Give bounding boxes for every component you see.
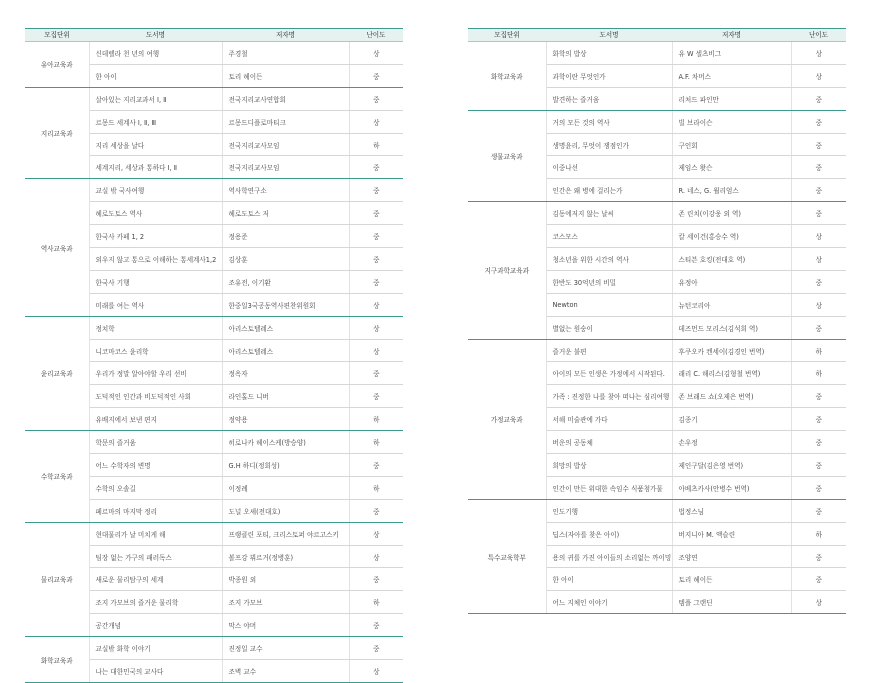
- book-title-cell: 공간개념: [89, 614, 222, 637]
- table-row: [468, 499, 846, 522]
- department-cell: 가정교육과: [468, 339, 546, 499]
- book-title-cell: 청소년을 위한 시간의 역사: [546, 248, 672, 271]
- difficulty-cell: 중: [791, 408, 846, 431]
- table-row: [25, 87, 403, 110]
- book-title-cell: 인도기행: [546, 499, 672, 522]
- table-body-right: [468, 42, 846, 614]
- difficulty-cell: 중: [349, 614, 403, 637]
- book-author-cell: 빌 브라이슨: [672, 110, 791, 133]
- book-author-cell: 토리 헤이든: [672, 568, 791, 591]
- book-author-cell: 조벽 교수: [222, 660, 349, 683]
- difficulty-cell: 하: [791, 339, 846, 362]
- book-title-cell: 한반도 30억년의 비밀: [546, 270, 672, 293]
- department-cell: 특수교육학부: [468, 499, 546, 613]
- difficulty-cell: 중: [349, 270, 403, 293]
- difficulty-cell: 중: [791, 499, 846, 522]
- book-author-cell: 정약용: [222, 408, 349, 431]
- book-title-cell: 인간은 왜 병에 걸리는가: [546, 179, 672, 202]
- book-title-cell: 지리 세상을 날다: [89, 133, 222, 156]
- book-title-cell: 팀장 없는 가구의 패러독스: [89, 545, 222, 568]
- difficulty-cell: 상: [349, 293, 403, 316]
- department-cell: 수학교육과: [25, 431, 89, 523]
- book-author-cell: 템플 그랜딘: [672, 591, 791, 614]
- table-row: [25, 637, 403, 660]
- department-cell: 역사교육과: [25, 179, 89, 316]
- book-author-cell: R. 네스, G. 윌리엄스: [672, 179, 791, 202]
- department-cell: 물리교육과: [25, 522, 89, 636]
- department-cell: 유아교육과: [25, 42, 89, 88]
- difficulty-cell: 하: [349, 431, 403, 454]
- book-title-cell: 아이의 모든 인생은 가정에서 시작된다.: [546, 362, 672, 385]
- book-title-cell: 정치학: [89, 316, 222, 339]
- header-title: 도서명: [89, 29, 222, 42]
- difficulty-cell: 상: [349, 339, 403, 362]
- difficulty-cell: 중: [791, 202, 846, 225]
- book-author-cell: 조지 가모브: [222, 591, 349, 614]
- difficulty-cell: 상: [349, 660, 403, 683]
- book-table-right: [468, 28, 846, 614]
- book-author-cell: 아리스토텔레스: [222, 316, 349, 339]
- book-title-cell: 김동에저지 않는 날씨: [546, 202, 672, 225]
- book-author-cell: 전국지리교사모임: [222, 133, 349, 156]
- book-title-cell: 교실 밖 국사여행: [89, 179, 222, 202]
- book-author-cell: 헤로도토스 저: [222, 202, 349, 225]
- difficulty-cell: 중: [791, 385, 846, 408]
- book-author-cell: 데즈먼드 모리스(김석희 역): [672, 316, 791, 339]
- book-author-cell: 스티븐 호킹(전대호 역): [672, 248, 791, 271]
- book-author-cell: 막스 야머: [222, 614, 349, 637]
- department-cell: 지구과학교육과: [468, 202, 546, 339]
- book-title-cell: 용의 귀를 가진 아이들의 소리없는 까이밍: [546, 545, 672, 568]
- header-author: 저자명: [222, 29, 349, 42]
- book-title-cell: 세계지리, 세상과 통하다 Ⅰ, Ⅱ: [89, 156, 222, 179]
- book-title-cell: 한국사 기행: [89, 270, 222, 293]
- book-title-cell: 버운의 공동체: [546, 431, 672, 454]
- department-cell: 화학교육과: [25, 637, 89, 683]
- table-row: [25, 179, 403, 202]
- book-author-cell: 라인홀드 니버: [222, 385, 349, 408]
- book-author-cell: 래리 C. 해리스(김형철 번역): [672, 362, 791, 385]
- table-row: [468, 202, 846, 225]
- book-author-cell: 법정스님: [672, 499, 791, 522]
- difficulty-cell: 하: [791, 522, 846, 545]
- difficulty-cell: 중: [349, 64, 403, 87]
- book-title-cell: 즐거운 불편: [546, 339, 672, 362]
- book-author-cell: 히로나카 헤이스케(방승양): [222, 431, 349, 454]
- book-title-cell: 르몽드 세계사 Ⅰ, Ⅱ, Ⅲ: [89, 110, 222, 133]
- book-author-cell: 아베츠카사(안병수 번역): [672, 476, 791, 499]
- book-author-cell: 전국지리교사연합회: [222, 87, 349, 110]
- book-author-cell: 프랭클린 포티, 크리스토퍼 야르고스키: [222, 522, 349, 545]
- book-title-cell: 발견하는 즐거움: [546, 87, 672, 110]
- table-row: [468, 42, 846, 65]
- book-title-cell: 어느 지체인 이야기: [546, 591, 672, 614]
- difficulty-cell: 중: [349, 248, 403, 271]
- book-title-cell: 외우지 않고 통으로 이해하는 통세계사1,2: [89, 248, 222, 271]
- book-title-cell: 헤로도토스 역사: [89, 202, 222, 225]
- book-author-cell: 박종원 외: [222, 568, 349, 591]
- book-title-cell: 우리가 정말 알아야할 우리 선비: [89, 362, 222, 385]
- book-author-cell: 역사학연구소: [222, 179, 349, 202]
- book-author-cell: 김상훈: [222, 248, 349, 271]
- difficulty-cell: 상: [349, 545, 403, 568]
- difficulty-cell: 중: [791, 316, 846, 339]
- book-title-cell: 서해 미술관에 가다: [546, 408, 672, 431]
- book-title-cell: 한 아이: [546, 568, 672, 591]
- book-title-cell: 가족 : 진정한 나를 찾아 떠나는 심리여행: [546, 385, 672, 408]
- difficulty-cell: 상: [349, 110, 403, 133]
- difficulty-cell: 중: [791, 270, 846, 293]
- book-title-cell: 조지 가모브의 즐거운 물리학: [89, 591, 222, 614]
- book-author-cell: 볼프강 뷔르거(정병훈): [222, 545, 349, 568]
- difficulty-cell: 하: [349, 476, 403, 499]
- book-title-cell: 이중나선: [546, 156, 672, 179]
- book-title-cell: 거의 모든 것의 역사: [546, 110, 672, 133]
- book-title-cell: 유배지에서 보낸 편지: [89, 408, 222, 431]
- difficulty-cell: 상: [791, 248, 846, 271]
- header-category: 모집단위: [25, 29, 89, 42]
- difficulty-cell: 중: [791, 568, 846, 591]
- difficulty-cell: 중: [791, 545, 846, 568]
- difficulty-cell: 중: [349, 225, 403, 248]
- book-author-cell: 전국지리교사모임: [222, 156, 349, 179]
- difficulty-cell: 중: [791, 133, 846, 156]
- book-title-cell: 한 아이: [89, 64, 222, 87]
- book-title-cell: 희망의 밥상: [546, 454, 672, 477]
- book-title-cell: 인간이 만든 위대한 속임수 식품첨가물: [546, 476, 672, 499]
- book-author-cell: 후쿠오카 켄세이(김경인 번역): [672, 339, 791, 362]
- book-author-cell: 토리 헤이든: [222, 64, 349, 87]
- difficulty-cell: 중: [349, 156, 403, 179]
- header-category: 모집단위: [468, 29, 546, 42]
- department-cell: 지리교육과: [25, 87, 89, 179]
- book-author-cell: 뉴턴코리아: [672, 293, 791, 316]
- book-author-cell: 제임스 왓슨: [672, 156, 791, 179]
- book-author-cell: 이정례: [222, 476, 349, 499]
- book-title-cell: 미래를 여는 역사: [89, 293, 222, 316]
- book-author-cell: 도널 오셰(전대호): [222, 499, 349, 522]
- difficulty-cell: 중: [791, 476, 846, 499]
- header-difficulty: 난이도: [791, 29, 846, 42]
- difficulty-cell: 상: [791, 225, 846, 248]
- book-author-cell: 존 린치(이강웅 외 역): [672, 202, 791, 225]
- department-cell: 생물교육과: [468, 110, 546, 202]
- book-author-cell: 유 W 셀츠비그: [672, 42, 791, 65]
- book-author-cell: 손우정: [672, 431, 791, 454]
- book-author-cell: 제인구달(김은영 번역): [672, 454, 791, 477]
- difficulty-cell: 중: [349, 202, 403, 225]
- book-author-cell: 아리스토텔레스: [222, 339, 349, 362]
- book-author-cell: 조유전, 이기환: [222, 270, 349, 293]
- difficulty-cell: 중: [349, 87, 403, 110]
- book-title-cell: Newton: [546, 293, 672, 316]
- header-difficulty: 난이도: [349, 29, 403, 42]
- table-row: [468, 110, 846, 133]
- difficulty-cell: 중: [349, 179, 403, 202]
- table-header-row: [25, 29, 403, 42]
- book-author-cell: 칼 세이건(홍승수 역): [672, 225, 791, 248]
- book-title-cell: 현대물리가 날 미치게 해: [89, 522, 222, 545]
- difficulty-cell: 중: [349, 454, 403, 477]
- book-title-cell: 과학이란 무엇인가: [546, 64, 672, 87]
- book-title-cell: 수학의 오솔길: [89, 476, 222, 499]
- book-title-cell: 화학의 밥상: [546, 42, 672, 65]
- book-author-cell: 유정아: [672, 270, 791, 293]
- book-author-cell: 조양연: [672, 545, 791, 568]
- book-author-cell: A.F. 차머스: [672, 64, 791, 87]
- book-author-cell: 존 브래드 쇼(오제은 번역): [672, 385, 791, 408]
- difficulty-cell: 하: [349, 408, 403, 431]
- book-author-cell: 김종기: [672, 408, 791, 431]
- difficulty-cell: 상: [791, 42, 846, 65]
- table-row: [468, 339, 846, 362]
- book-author-cell: 버지니아 M. 액슬린: [672, 522, 791, 545]
- difficulty-cell: 중: [791, 454, 846, 477]
- book-author-cell: 리처드 파인만: [672, 87, 791, 110]
- table-row: [25, 431, 403, 454]
- book-title-cell: 신데렐라 천 년의 여행: [89, 42, 222, 65]
- difficulty-cell: 중: [791, 87, 846, 110]
- table-header-row: [468, 29, 846, 42]
- department-cell: 윤리교육과: [25, 316, 89, 430]
- difficulty-cell: 중: [349, 637, 403, 660]
- book-title-cell: 나는 대한민국의 교사다: [89, 660, 222, 683]
- book-title-cell: 살아있는 지리교과서 Ⅰ, Ⅱ: [89, 87, 222, 110]
- book-author-cell: 정옥자: [222, 362, 349, 385]
- book-title-cell: 한국사 카페 1, 2: [89, 225, 222, 248]
- difficulty-cell: 상: [349, 42, 403, 65]
- difficulty-cell: 중: [349, 362, 403, 385]
- table-body-left: [25, 42, 403, 683]
- difficulty-cell: 중: [791, 179, 846, 202]
- difficulty-cell: 상: [791, 64, 846, 87]
- difficulty-cell: 중: [349, 568, 403, 591]
- book-table-left: [25, 28, 403, 683]
- book-author-cell: 진정일 교수: [222, 637, 349, 660]
- book-author-cell: 구인회: [672, 133, 791, 156]
- header-author: 저자명: [672, 29, 791, 42]
- book-title-cell: 코스모스: [546, 225, 672, 248]
- book-title-cell: 어느 수학자의 변명: [89, 454, 222, 477]
- book-title-cell: 딥스(자아를 찾은 아이): [546, 522, 672, 545]
- department-cell: 화학교육과: [468, 42, 546, 111]
- difficulty-cell: 중: [791, 110, 846, 133]
- book-author-cell: 정용준: [222, 225, 349, 248]
- table-row: [25, 42, 403, 65]
- difficulty-cell: 상: [349, 316, 403, 339]
- table-row: [25, 316, 403, 339]
- book-author-cell: 르몽드디플로마티크: [222, 110, 349, 133]
- book-title-cell: 학문의 즐거움: [89, 431, 222, 454]
- book-title-cell: 별없는 원숭이: [546, 316, 672, 339]
- difficulty-cell: 중: [791, 156, 846, 179]
- difficulty-cell: 상: [791, 591, 846, 614]
- header-title: 도서명: [546, 29, 672, 42]
- difficulty-cell: 하: [791, 362, 846, 385]
- table-row: [25, 522, 403, 545]
- left-page: [25, 28, 403, 683]
- difficulty-cell: 상: [349, 522, 403, 545]
- book-author-cell: 한중일3국공동역사편찬위원회: [222, 293, 349, 316]
- book-author-cell: 주경철: [222, 42, 349, 65]
- right-page: [468, 28, 846, 614]
- book-title-cell: 페르마의 마지막 정리: [89, 499, 222, 522]
- book-title-cell: 생명윤리, 무엇이 쟁점인가: [546, 133, 672, 156]
- difficulty-cell: 하: [349, 133, 403, 156]
- difficulty-cell: 하: [349, 591, 403, 614]
- difficulty-cell: 중: [791, 431, 846, 454]
- book-title-cell: 교실밖 화학 이야기: [89, 637, 222, 660]
- difficulty-cell: 중: [349, 499, 403, 522]
- book-title-cell: 새로운 물리탐구의 세계: [89, 568, 222, 591]
- difficulty-cell: 중: [349, 385, 403, 408]
- difficulty-cell: 상: [791, 293, 846, 316]
- book-title-cell: 도덕적인 인간과 비도덕적인 사회: [89, 385, 222, 408]
- book-author-cell: G.H 하디(정회성): [222, 454, 349, 477]
- book-title-cell: 니코마코스 윤리학: [89, 339, 222, 362]
